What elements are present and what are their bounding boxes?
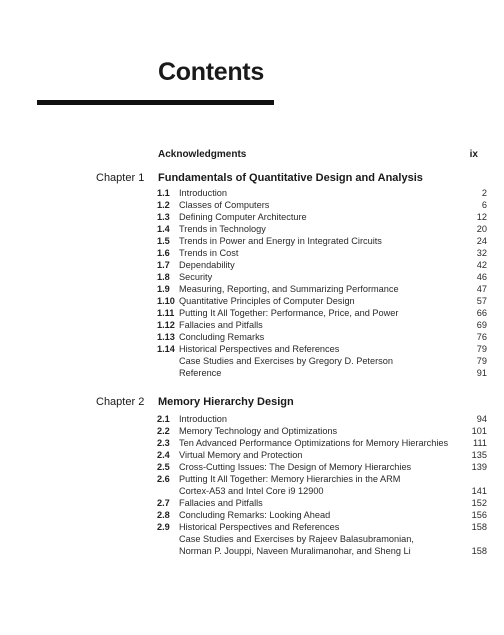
toc-entry[interactable] [157,259,487,271]
acknowledgments-label: Acknowledgments [158,149,247,160]
page-number: 141 [471,486,487,496]
toc-entry[interactable] [157,461,487,473]
page-title: Contents [158,58,264,86]
section-title: Trends in Technology [179,224,266,234]
page-number: 76 [476,332,487,342]
chapter-label: Chapter 1 [96,172,145,184]
section-title: Reference [179,368,222,378]
page-number: 139 [471,462,487,472]
section-number: 2.8 [157,510,170,520]
page-number: 57 [476,296,487,306]
toc-entry[interactable] [157,223,487,235]
section-number: 1.12 [157,320,175,330]
toc-entry[interactable] [157,437,487,449]
page-number: 111 [473,438,487,448]
section-title: Trends in Power and Energy in Integrated Circuits [179,236,382,246]
section-number: 1.14 [157,344,175,354]
section-title: Memory Technology and Optimizations [179,426,338,436]
page-number: 12 [476,212,487,222]
page-number: 101 [471,426,487,436]
chapter-1-heading[interactable] [96,172,486,187]
page-number: 135 [471,450,487,460]
toc-entry[interactable] [157,295,487,307]
toc-entry[interactable] [157,235,487,247]
section-title: Introduction [179,414,228,424]
toc-entry[interactable] [157,331,487,343]
toc-entry[interactable] [157,473,487,485]
toc-entry[interactable] [157,247,487,259]
section-title: Concluding Remarks: Looking Ahead [179,510,331,520]
section-number: 1.13 [157,332,175,342]
section-title: Cortex-A53 and Intel Core i9 12900 [179,486,324,496]
page-number: 2 [481,188,487,198]
section-number: 2.6 [157,474,170,484]
page-number: 20 [476,224,487,234]
section-number: 2.4 [157,450,170,460]
toc-entry[interactable] [157,485,487,497]
section-title: Classes of Computers [179,200,270,210]
toc-entry[interactable] [157,509,487,521]
toc-entry[interactable] [157,271,487,283]
page-number: 158 [471,546,487,556]
page-number: 66 [476,308,487,318]
toc-entry[interactable] [157,533,487,545]
page-number: 91 [476,368,487,378]
section-number: 2.9 [157,522,170,532]
section-number: 1.6 [157,248,170,258]
section-number: 1.1 [157,188,170,198]
acknowledgments-row[interactable] [158,149,478,163]
page-number: 46 [476,272,487,282]
toc-entry[interactable] [157,319,487,331]
section-title: Fallacies and Pitfalls [179,320,263,330]
chapter-title: Fundamentals of Quantitative Design and Analysis [158,172,423,184]
section-title: Historical Perspectives and References [179,344,340,354]
section-title: Case Studies and Exercises by Rajeev Balasubramonian, [179,534,414,544]
section-title: Case Studies and Exercises by Gregory D. Peterson [179,356,393,366]
section-number: 2.1 [157,414,170,424]
section-title: Norman P. Jouppi, Naveen Muralimanohar, and Sheng Li [179,546,411,556]
section-title: Concluding Remarks [179,332,265,342]
chapter-label: Chapter 2 [96,396,145,408]
toc-entry[interactable] [157,497,487,509]
section-number: 1.5 [157,236,170,246]
page-number: 79 [476,356,487,366]
section-title: Dependability [179,260,235,270]
chapter-title: Memory Hierarchy Design [158,396,294,408]
page-number: 94 [476,414,487,424]
page-number: 69 [476,320,487,330]
section-number: 1.2 [157,200,170,210]
section-title: Cross-Cutting Issues: The Design of Memory Hierarchies [179,462,412,472]
page-number: 32 [476,248,487,258]
toc-entry[interactable] [157,211,487,223]
title-rule [37,100,274,105]
page-number: 47 [476,284,487,294]
section-title: Virtual Memory and Protection [179,450,303,460]
section-title: Security [179,272,213,282]
toc-entry[interactable] [157,199,487,211]
section-title: Putting It All Together: Memory Hierarchies in the ARM [179,474,401,484]
section-number: 1.9 [157,284,170,294]
page-number: 79 [476,344,487,354]
section-number: 2.2 [157,426,170,436]
section-number: 2.5 [157,462,170,472]
toc-entry[interactable] [157,355,487,367]
toc-entry[interactable] [157,343,487,355]
page-number: 24 [476,236,487,246]
toc-entry[interactable] [157,413,487,425]
section-title: Introduction [179,188,228,198]
toc-entry[interactable] [157,187,487,199]
toc-entry[interactable] [157,425,487,437]
acknowledgments-page: ix [469,149,478,160]
section-title: Measuring, Reporting, and Summarizing Performance [179,284,399,294]
page-number: 6 [481,200,487,210]
page-number: 42 [476,260,487,270]
section-title: Defining Computer Architecture [179,212,307,222]
toc-entry[interactable] [157,449,487,461]
toc-entry[interactable] [157,283,487,295]
toc-entry[interactable] [157,521,487,533]
section-number: 1.11 [157,308,175,318]
section-title: Quantitative Principles of Computer Design [179,296,355,306]
section-number: 2.7 [157,498,170,508]
toc-entry[interactable] [157,307,487,319]
section-number: 1.7 [157,260,170,270]
section-title: Ten Advanced Performance Optimizations for Memory Hierarchies [179,438,449,448]
page-number: 156 [471,510,487,520]
page-number: 158 [471,522,487,532]
section-number: 1.8 [157,272,170,282]
section-title: Trends in Cost [179,248,239,258]
section-number: 1.4 [157,224,170,234]
section-title: Historical Perspectives and References [179,522,340,532]
toc-entry[interactable] [157,367,487,379]
section-number: 1.10 [157,296,175,306]
chapter-2-heading[interactable] [96,396,486,411]
section-title: Fallacies and Pitfalls [179,498,263,508]
section-number: 2.3 [157,438,170,448]
section-title: Putting It All Together: Performance, Price, and Power [179,308,399,318]
toc-entry[interactable] [157,545,487,557]
page-number: 152 [471,498,487,508]
section-number: 1.3 [157,212,170,222]
